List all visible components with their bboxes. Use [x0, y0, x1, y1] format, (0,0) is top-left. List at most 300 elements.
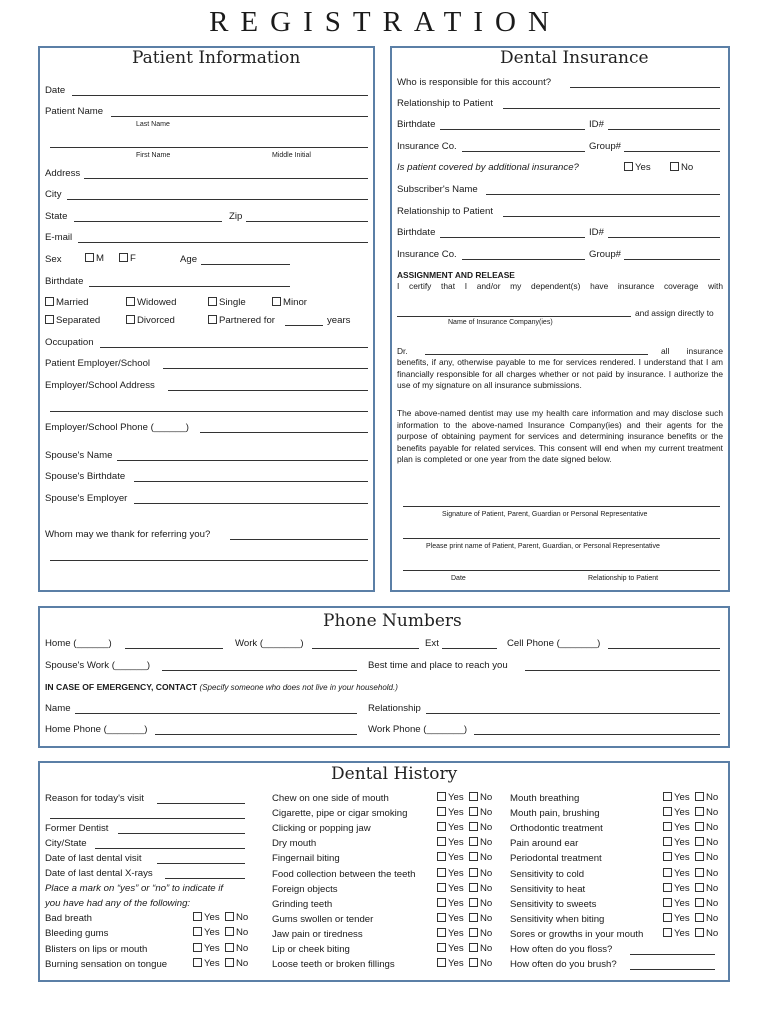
birthdate2-field[interactable] — [440, 237, 585, 238]
checkbox-icon[interactable] — [272, 297, 281, 306]
checkbox-icon[interactable] — [624, 162, 633, 171]
history-item-label: Bad breath — [45, 913, 92, 924]
checkbox-icon[interactable] — [469, 913, 478, 922]
checkbox-icon[interactable] — [437, 883, 446, 892]
checkbox-icon[interactable] — [663, 913, 672, 922]
checkbox-icon[interactable] — [695, 852, 704, 861]
insurance-company-names-field[interactable] — [397, 316, 631, 317]
id2-label: ID# — [589, 227, 604, 238]
separated-option[interactable] — [45, 315, 100, 327]
checkbox-icon[interactable] — [437, 928, 446, 937]
checkbox-icon[interactable] — [193, 927, 202, 936]
history-yes-option[interactable] — [663, 928, 690, 940]
checkbox-icon[interactable] — [663, 883, 672, 892]
checkbox-icon[interactable] — [208, 297, 217, 306]
employer-school-field[interactable] — [163, 368, 368, 369]
emergency-relationship-label: Relationship — [368, 703, 421, 714]
insurance-birthdate-field[interactable] — [440, 129, 585, 130]
sign-date-field[interactable] — [403, 570, 720, 571]
checkbox-icon[interactable] — [663, 822, 672, 831]
checkbox-icon[interactable] — [663, 792, 672, 801]
page-title: REGISTRATION — [209, 6, 561, 38]
last-visit-label: Date of last dental visit — [45, 853, 142, 864]
no-label: No — [706, 807, 719, 819]
checkbox-icon[interactable] — [469, 822, 478, 831]
no-label: No — [480, 882, 493, 894]
history-yes-option[interactable] — [663, 868, 690, 880]
history-item-label: Fingernail biting — [272, 853, 340, 865]
history-yes-option[interactable] — [663, 852, 690, 864]
checkbox-icon[interactable] — [469, 883, 478, 892]
history-no-option[interactable] — [469, 837, 492, 849]
dentist-name-field[interactable] — [425, 354, 648, 355]
history-item-label: Lip or cheek biting — [272, 944, 350, 955]
history-yes-option[interactable] — [437, 943, 464, 955]
yes-label: Yes — [448, 822, 464, 834]
checkbox-icon[interactable] — [663, 807, 672, 816]
yes-label: Yes — [448, 792, 464, 803]
checkbox-icon[interactable] — [437, 852, 446, 861]
yes-label: Yes — [448, 927, 464, 939]
floss-label: How often do you floss? — [510, 944, 613, 955]
birthdate2-label: Birthdate — [397, 227, 436, 238]
birthdate-field[interactable] — [89, 286, 290, 287]
history-yes-option[interactable] — [437, 928, 464, 940]
employer-address-field[interactable] — [168, 390, 368, 391]
married-option[interactable] — [45, 297, 89, 309]
emergency-work-phone-field[interactable] — [474, 734, 720, 735]
state-label: State — [45, 211, 68, 222]
yes-label: Yes — [674, 897, 690, 909]
history-no-option[interactable] — [695, 913, 718, 925]
history-item-label: Blisters on lips or mouth — [45, 943, 148, 955]
checkbox-icon[interactable] — [695, 898, 704, 907]
last-xrays-label: Date of last dental X-rays — [45, 868, 153, 879]
history-yes-option[interactable] — [663, 898, 690, 910]
no-label: No — [480, 837, 493, 849]
yes-label: Yes — [674, 912, 690, 924]
relationship-field[interactable] — [503, 108, 720, 109]
minor-label: Minor — [283, 297, 307, 308]
history-item-label: Pain around ear — [510, 838, 579, 850]
checkbox-icon[interactable] — [437, 913, 446, 922]
checkbox-icon[interactable] — [437, 792, 446, 801]
widowed-option[interactable] — [126, 297, 176, 309]
emergency-home-phone-label: Home Phone (_______) — [45, 724, 148, 735]
checkbox-icon[interactable] — [695, 913, 704, 922]
work-label: Work (_______) — [235, 638, 304, 649]
checkbox-icon[interactable] — [225, 927, 234, 936]
history-yes-option[interactable] — [663, 822, 690, 834]
history-yes-option[interactable] — [437, 807, 464, 819]
history-no-option[interactable] — [469, 898, 492, 910]
history-no-option[interactable] — [695, 792, 718, 804]
sign-date-caption: Date — [451, 575, 466, 582]
emergency-instruction: (Specify someone who does not live in your household.) — [199, 683, 398, 692]
history-yes-option[interactable] — [437, 898, 464, 910]
date-label: Date — [45, 85, 66, 96]
no-label: No — [480, 912, 493, 924]
floss-field[interactable] — [630, 954, 715, 955]
history-no-option[interactable] — [225, 927, 248, 939]
sex-female-option[interactable] — [119, 253, 136, 265]
spouse-name-field[interactable] — [117, 460, 368, 461]
no-label: No — [480, 792, 493, 803]
home-phone-field[interactable] — [125, 648, 223, 649]
dental-history-title: Dental History — [331, 764, 458, 784]
additional-no-option[interactable] — [670, 162, 693, 174]
referral-field[interactable] — [230, 539, 368, 540]
history-no-option[interactable] — [695, 883, 718, 895]
no-label: No — [480, 867, 493, 879]
id-field[interactable] — [608, 129, 720, 130]
no-label: No — [706, 837, 719, 849]
all-insurance-text: all insurance — [661, 346, 723, 356]
history-item-label: Food collection between the teeth — [272, 868, 416, 880]
checkbox-icon[interactable] — [663, 868, 672, 877]
last-visit-field[interactable] — [157, 863, 245, 864]
history-item-label: Orthodontic treatment — [510, 823, 603, 835]
no-label: No — [681, 162, 694, 173]
checkbox-icon[interactable] — [663, 852, 672, 861]
checkbox-icon[interactable] — [695, 792, 704, 801]
instruction-line-1: Place a mark on “yes” or “no” to indicate if — [45, 883, 224, 894]
history-no-option[interactable] — [695, 837, 718, 849]
reason-label: Reason for today's visit — [45, 793, 144, 804]
checkbox-icon[interactable] — [663, 837, 672, 846]
insurance-co-label: Insurance Co. — [397, 141, 457, 152]
checkbox-icon[interactable] — [469, 792, 478, 801]
checkbox-icon[interactable] — [469, 928, 478, 937]
history-no-option[interactable] — [695, 807, 718, 819]
date-field[interactable] — [72, 95, 368, 96]
no-label: No — [706, 822, 719, 834]
emergency-relationship-field[interactable] — [426, 713, 720, 714]
history-yes-option[interactable] — [193, 943, 220, 955]
checkbox-icon[interactable] — [193, 943, 202, 952]
checkbox-icon[interactable] — [45, 297, 54, 306]
history-yes-option[interactable] — [663, 883, 690, 895]
yes-label: Yes — [448, 807, 464, 819]
checkbox-icon[interactable] — [437, 868, 446, 877]
checkbox-icon[interactable] — [695, 868, 704, 877]
city-field[interactable] — [67, 199, 368, 200]
employer-address-label: Employer/School Address — [45, 380, 155, 391]
checkbox-icon[interactable] — [469, 943, 478, 952]
history-no-option[interactable] — [225, 943, 248, 955]
no-label: No — [706, 927, 719, 939]
subscriber-field[interactable] — [486, 194, 720, 195]
history-no-option[interactable] — [469, 883, 492, 895]
signature-field[interactable] — [403, 506, 720, 507]
history-no-option[interactable] — [469, 943, 492, 955]
history-no-option[interactable] — [225, 958, 248, 970]
history-yes-option[interactable] — [437, 913, 464, 925]
single-label: Single — [219, 297, 246, 308]
sex-label: Sex — [45, 254, 62, 265]
spouse-employer-field[interactable] — [134, 503, 368, 504]
group-label: Group# — [589, 141, 621, 152]
history-item-label: Mouth pain, brushing — [510, 808, 600, 820]
history-yes-option[interactable] — [437, 837, 464, 849]
insurance-co2-label: Insurance Co. — [397, 249, 457, 260]
checkbox-icon[interactable] — [45, 315, 54, 324]
single-option[interactable] — [208, 297, 246, 309]
state-field[interactable] — [74, 221, 222, 222]
checkbox-icon[interactable] — [437, 958, 446, 967]
phone-numbers-title: Phone Numbers — [323, 611, 462, 631]
no-label: No — [480, 958, 493, 970]
relationship2-field[interactable] — [503, 216, 720, 217]
checkbox-icon[interactable] — [469, 898, 478, 907]
dr-label: Dr. — [397, 346, 408, 356]
spouse-birthdate-field[interactable] — [134, 481, 368, 482]
history-no-option[interactable] — [469, 928, 492, 940]
birthdate-label: Birthdate — [45, 276, 84, 287]
yes-label: Yes — [448, 867, 464, 879]
checkbox-icon[interactable] — [469, 807, 478, 816]
history-yes-option[interactable] — [663, 913, 690, 925]
yes-label: Yes — [204, 912, 220, 923]
emergency-name-field[interactable] — [75, 713, 357, 714]
yes-label: Yes — [448, 958, 464, 970]
yes-label: Yes — [674, 852, 690, 864]
work-phone-field[interactable] — [312, 648, 419, 649]
yes-label: Yes — [674, 867, 690, 879]
history-no-option[interactable] — [469, 792, 492, 804]
history-no-option[interactable] — [225, 912, 248, 924]
no-label: No — [236, 942, 249, 954]
zip-label: Zip — [229, 211, 243, 222]
brush-label: How often do you brush? — [510, 959, 617, 970]
history-item-label: Mouth breathing — [510, 793, 580, 804]
minor-option[interactable] — [272, 297, 307, 309]
assign-directly-text: and assign directly to — [635, 308, 714, 318]
no-label: No — [480, 897, 493, 909]
partnered-years-field[interactable] — [285, 325, 323, 326]
checkbox-icon[interactable] — [469, 958, 478, 967]
history-no-option[interactable] — [695, 822, 718, 834]
no-label: No — [236, 927, 249, 939]
best-time-field[interactable] — [525, 670, 720, 671]
history-yes-option[interactable] — [193, 927, 220, 939]
address-field[interactable] — [84, 178, 368, 179]
history-yes-option[interactable] — [193, 958, 220, 970]
first-name-caption: First Name — [136, 152, 171, 159]
relationship-label: Relationship to Patient — [397, 98, 493, 109]
history-no-option[interactable] — [469, 807, 492, 819]
cell-phone-field[interactable] — [608, 648, 720, 649]
first-name-field[interactable] — [50, 147, 368, 148]
city-state-field[interactable] — [95, 848, 245, 849]
patient-name-label: Patient Name — [45, 106, 104, 117]
checkbox-icon[interactable] — [225, 943, 234, 952]
history-item-label: Sensitivity to heat — [510, 883, 586, 895]
age-label: Age — [180, 254, 198, 265]
last-name-caption: Last Name — [136, 121, 170, 128]
company-names-caption: Name of Insurance Company(ies) — [448, 319, 553, 326]
additional-yes-option[interactable] — [624, 162, 651, 174]
yes-label: Yes — [204, 927, 220, 939]
last-name-field[interactable] — [111, 116, 368, 117]
group-field[interactable] — [624, 151, 720, 152]
instruction-line-2: you have had any of the following: — [45, 898, 191, 909]
insurance-co-field[interactable] — [462, 151, 585, 152]
checkbox-icon[interactable] — [670, 162, 679, 171]
history-no-option[interactable] — [469, 958, 492, 970]
no-label: No — [706, 882, 719, 894]
history-no-option[interactable] — [695, 898, 718, 910]
id2-field[interactable] — [608, 237, 720, 238]
age-field[interactable] — [201, 264, 290, 265]
yes-label: Yes — [674, 837, 690, 849]
partnered-label: Partnered for — [219, 315, 275, 326]
partnered-option[interactable] — [208, 315, 275, 327]
history-no-option[interactable] — [469, 868, 492, 880]
checkbox-icon[interactable] — [193, 958, 202, 967]
checkbox-icon[interactable] — [469, 837, 478, 846]
city-state-label: City/State — [45, 838, 87, 849]
history-yes-option[interactable] — [663, 792, 690, 804]
checkbox-icon[interactable] — [126, 315, 135, 324]
subscriber-label: Subscriber's Name — [397, 184, 478, 195]
history-item-label: Cigarette, pipe or cigar smoking — [272, 808, 408, 820]
occupation-label: Occupation — [45, 337, 94, 348]
group2-field[interactable] — [624, 259, 720, 260]
no-label: No — [480, 822, 493, 834]
referral-label: Whom may we thank for referring you? — [45, 529, 211, 540]
checkbox-icon[interactable] — [695, 837, 704, 846]
checkbox-icon[interactable] — [695, 822, 704, 831]
emergency-home-phone-field[interactable] — [155, 734, 357, 735]
divorced-option[interactable] — [126, 315, 175, 327]
emergency-name-label: Name — [45, 703, 71, 714]
history-yes-option[interactable] — [437, 868, 464, 880]
yes-label: Yes — [448, 882, 464, 894]
group2-label: Group# — [589, 249, 621, 260]
yes-label: Yes — [674, 882, 690, 894]
yes-label: Yes — [674, 822, 690, 834]
no-label: No — [706, 867, 719, 879]
best-time-label: Best time and place to reach you — [368, 660, 508, 671]
emergency-title: IN CASE OF EMERGENCY, CONTACT — [45, 682, 198, 692]
checkbox-icon[interactable] — [225, 912, 234, 921]
yes-label: Yes — [635, 162, 651, 173]
print-name-field[interactable] — [403, 538, 720, 539]
no-label: No — [480, 807, 493, 819]
yes-label: Yes — [204, 957, 220, 969]
no-label: No — [480, 927, 493, 939]
checkbox-icon[interactable] — [437, 807, 446, 816]
history-yes-option[interactable] — [437, 883, 464, 895]
male-label: M — [96, 253, 104, 264]
history-yes-option[interactable] — [437, 958, 464, 970]
history-item-label: Foreign objects — [272, 883, 338, 895]
history-yes-option[interactable] — [437, 822, 464, 834]
insurance-co2-field[interactable] — [462, 259, 585, 260]
id-label: ID# — [589, 119, 604, 130]
checkbox-icon[interactable] — [126, 297, 135, 306]
employer-address-field-2[interactable] — [50, 411, 368, 412]
brush-field[interactable] — [630, 969, 715, 970]
sex-male-option[interactable] — [85, 253, 104, 265]
history-no-option[interactable] — [695, 852, 718, 864]
checkbox-icon[interactable] — [225, 958, 234, 967]
history-no-option[interactable] — [695, 868, 718, 880]
checkbox-icon[interactable] — [437, 822, 446, 831]
ext-field[interactable] — [442, 648, 497, 649]
history-item-label: Jaw pain or tiredness — [272, 928, 363, 940]
spouse-birthdate-label: Spouse's Birthdate — [45, 471, 126, 482]
history-item-label: Burning sensation on tongue — [45, 958, 168, 970]
checkbox-icon[interactable] — [437, 898, 446, 907]
no-label: No — [706, 897, 719, 909]
history-item-label: Grinding teeth — [272, 898, 333, 910]
history-yes-option[interactable] — [437, 792, 464, 804]
checkbox-icon[interactable] — [663, 898, 672, 907]
checkbox-icon[interactable] — [695, 928, 704, 937]
occupation-field[interactable] — [100, 347, 368, 348]
checkbox-icon[interactable] — [663, 928, 672, 937]
history-no-option[interactable] — [469, 852, 492, 864]
email-label: E-mail — [45, 232, 73, 243]
reason-field[interactable] — [157, 803, 245, 804]
checkbox-icon[interactable] — [85, 253, 94, 262]
checkbox-icon[interactable] — [695, 883, 704, 892]
checkbox-icon[interactable] — [193, 912, 202, 921]
last-xrays-field[interactable] — [165, 878, 245, 879]
history-yes-option[interactable] — [663, 837, 690, 849]
yes-label: Yes — [448, 943, 464, 954]
checkbox-icon[interactable] — [695, 807, 704, 816]
checkbox-icon[interactable] — [119, 253, 128, 262]
email-field[interactable] — [78, 242, 368, 243]
assignment-title: ASSIGNMENT AND RELEASE — [397, 270, 515, 280]
responsible-field[interactable] — [570, 87, 720, 88]
referral-field-2[interactable] — [50, 560, 368, 561]
history-no-option[interactable] — [695, 928, 718, 940]
history-no-option[interactable] — [469, 913, 492, 925]
emergency-work-phone-label: Work Phone (_______) — [368, 724, 468, 735]
zip-field[interactable] — [246, 221, 368, 222]
yes-label: Yes — [204, 942, 220, 954]
history-yes-option[interactable] — [437, 852, 464, 864]
no-label: No — [236, 957, 249, 969]
employer-phone-field[interactable] — [200, 432, 368, 433]
history-no-option[interactable] — [469, 822, 492, 834]
checkbox-icon[interactable] — [469, 868, 478, 877]
print-name-caption: Please print name of Patient, Parent, Guardian, or Personal Representative — [426, 543, 660, 550]
former-dentist-field[interactable] — [118, 833, 245, 834]
history-yes-option[interactable] — [193, 912, 220, 924]
reason-field-2[interactable] — [50, 818, 245, 819]
history-item-label: Sensitivity to cold — [510, 868, 585, 880]
relationship2-label: Relationship to Patient — [397, 206, 493, 217]
checkbox-icon[interactable] — [469, 852, 478, 861]
yes-label: Yes — [674, 927, 690, 939]
dental-insurance-title: Dental Insurance — [500, 48, 649, 68]
history-yes-option[interactable] — [663, 807, 690, 819]
history-item-label: Loose teeth or broken fillings — [272, 959, 395, 971]
checkbox-icon[interactable] — [437, 943, 446, 952]
spouse-work-field[interactable] — [162, 670, 357, 671]
checkbox-icon[interactable] — [437, 837, 446, 846]
certify-text: I certify that I and/or my dependent(s) have insurance coverage with — [397, 281, 723, 291]
history-item-label: Sensitivity to sweets — [510, 898, 597, 910]
address-label: Address — [45, 168, 81, 179]
checkbox-icon[interactable] — [208, 315, 217, 324]
employer-school-label: Patient Employer/School — [45, 358, 151, 369]
